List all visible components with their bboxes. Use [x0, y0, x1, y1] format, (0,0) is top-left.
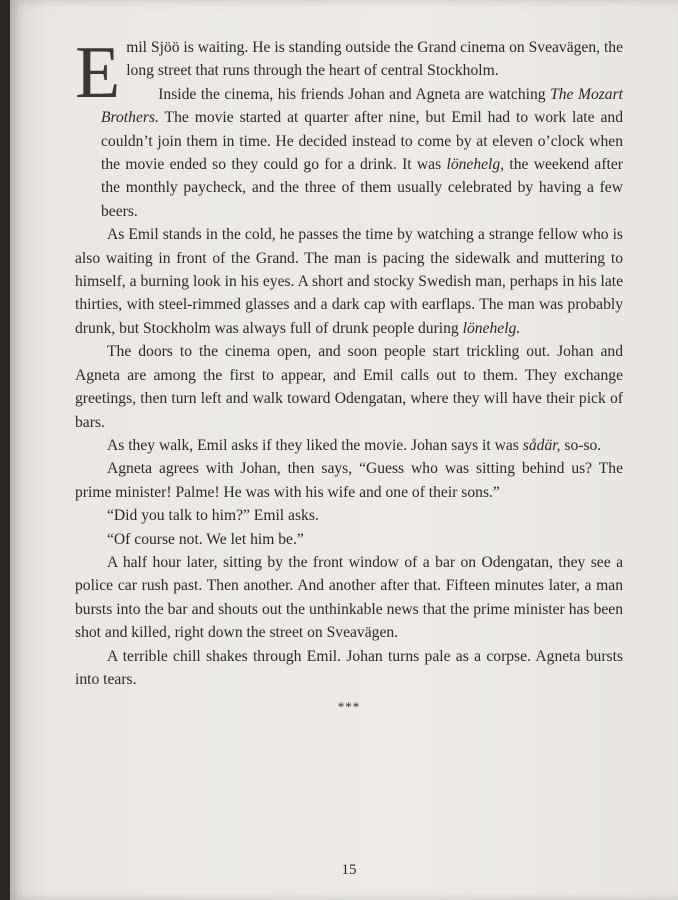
paragraph: “Of course not. We let him be.” [107, 530, 304, 548]
body-text [75, 32, 624, 719]
paragraph: A terrible chill shakes through Emil. Johan turns pale as a corpse. Agneta bursts into tears. [75, 647, 623, 688]
paragraph-text: As Emil stands in the cold, he passes the time by watching a strange fellow who is also waiting in front of the Grand. The man is pacing the sidewalk and muttering to himself, a burning look in his eyes. A short and stocky Swedish man, perhaps in his late thirties, with steel-rimmed glasses and a dark cap with earflaps. The man was probably drunk, but Stockholm was always full of drunk people during [75, 226, 623, 337]
paragraph-text: so-so. [560, 436, 602, 454]
paragraph-text: the weekend after the monthly paycheck, and the three of them usually celebrated by having a few beers. [101, 156, 623, 220]
paragraph-text: Inside the cinema, his friends Johan and Agneta are watching [158, 85, 551, 103]
paragraph: The doors to the cinema open, and soon people start trickling out. Johan and Agneta are among the first to appear, and Emil calls out to them. They exchange greetings, then turn left and walk toward Odengatan, where they will have their pick of bars. [75, 343, 623, 431]
drop-cap: E [75, 32, 121, 114]
paragraph-text: The movie started at quarter after nine, but Emil had to work late and couldn’t join them in time. He decided instead to come by at eleven o’clock when the movie ended so they could go for a drink. It was [101, 109, 623, 174]
paragraph: “Did you talk to him?” Emil asks. [107, 507, 319, 525]
paragraph: A half hour later, sitting by the front window of a bar on Odengatan, they see a police car rush past. Then another. And another after that. Fifteen minutes later, a man bursts into the bar and shouts out the unthinkable news that the prime minister has been shot and killed, right down the street on Sveavägen. [75, 553, 623, 642]
page-number: 15 [341, 862, 357, 878]
italic-word: lönehelg. [462, 319, 521, 337]
italic-title: The Mozart Brothers. [101, 85, 624, 127]
paragraph-text: mil Sjöö is waiting. He is standing outside the Grand cinema on Sveavägen, the long street that runs through the heart of central Stockholm. [126, 39, 623, 80]
paragraph: Agneta agrees with Johan, then says, “Guess who was sitting behind us? The prime minister! Palme! He was with his wife and one of their sons.” [75, 460, 623, 501]
section-separator: *** [337, 699, 361, 715]
paragraph [75, 83, 623, 223]
italic-word: sådär, [522, 436, 561, 454]
paragraph-text: As they walk, Emil asks if they liked the movie. Johan says it was [107, 436, 523, 454]
paragraph [75, 223, 623, 340]
book-page [10, 0, 678, 900]
italic-word: lönehelg, [446, 156, 505, 174]
paragraph [75, 434, 623, 457]
